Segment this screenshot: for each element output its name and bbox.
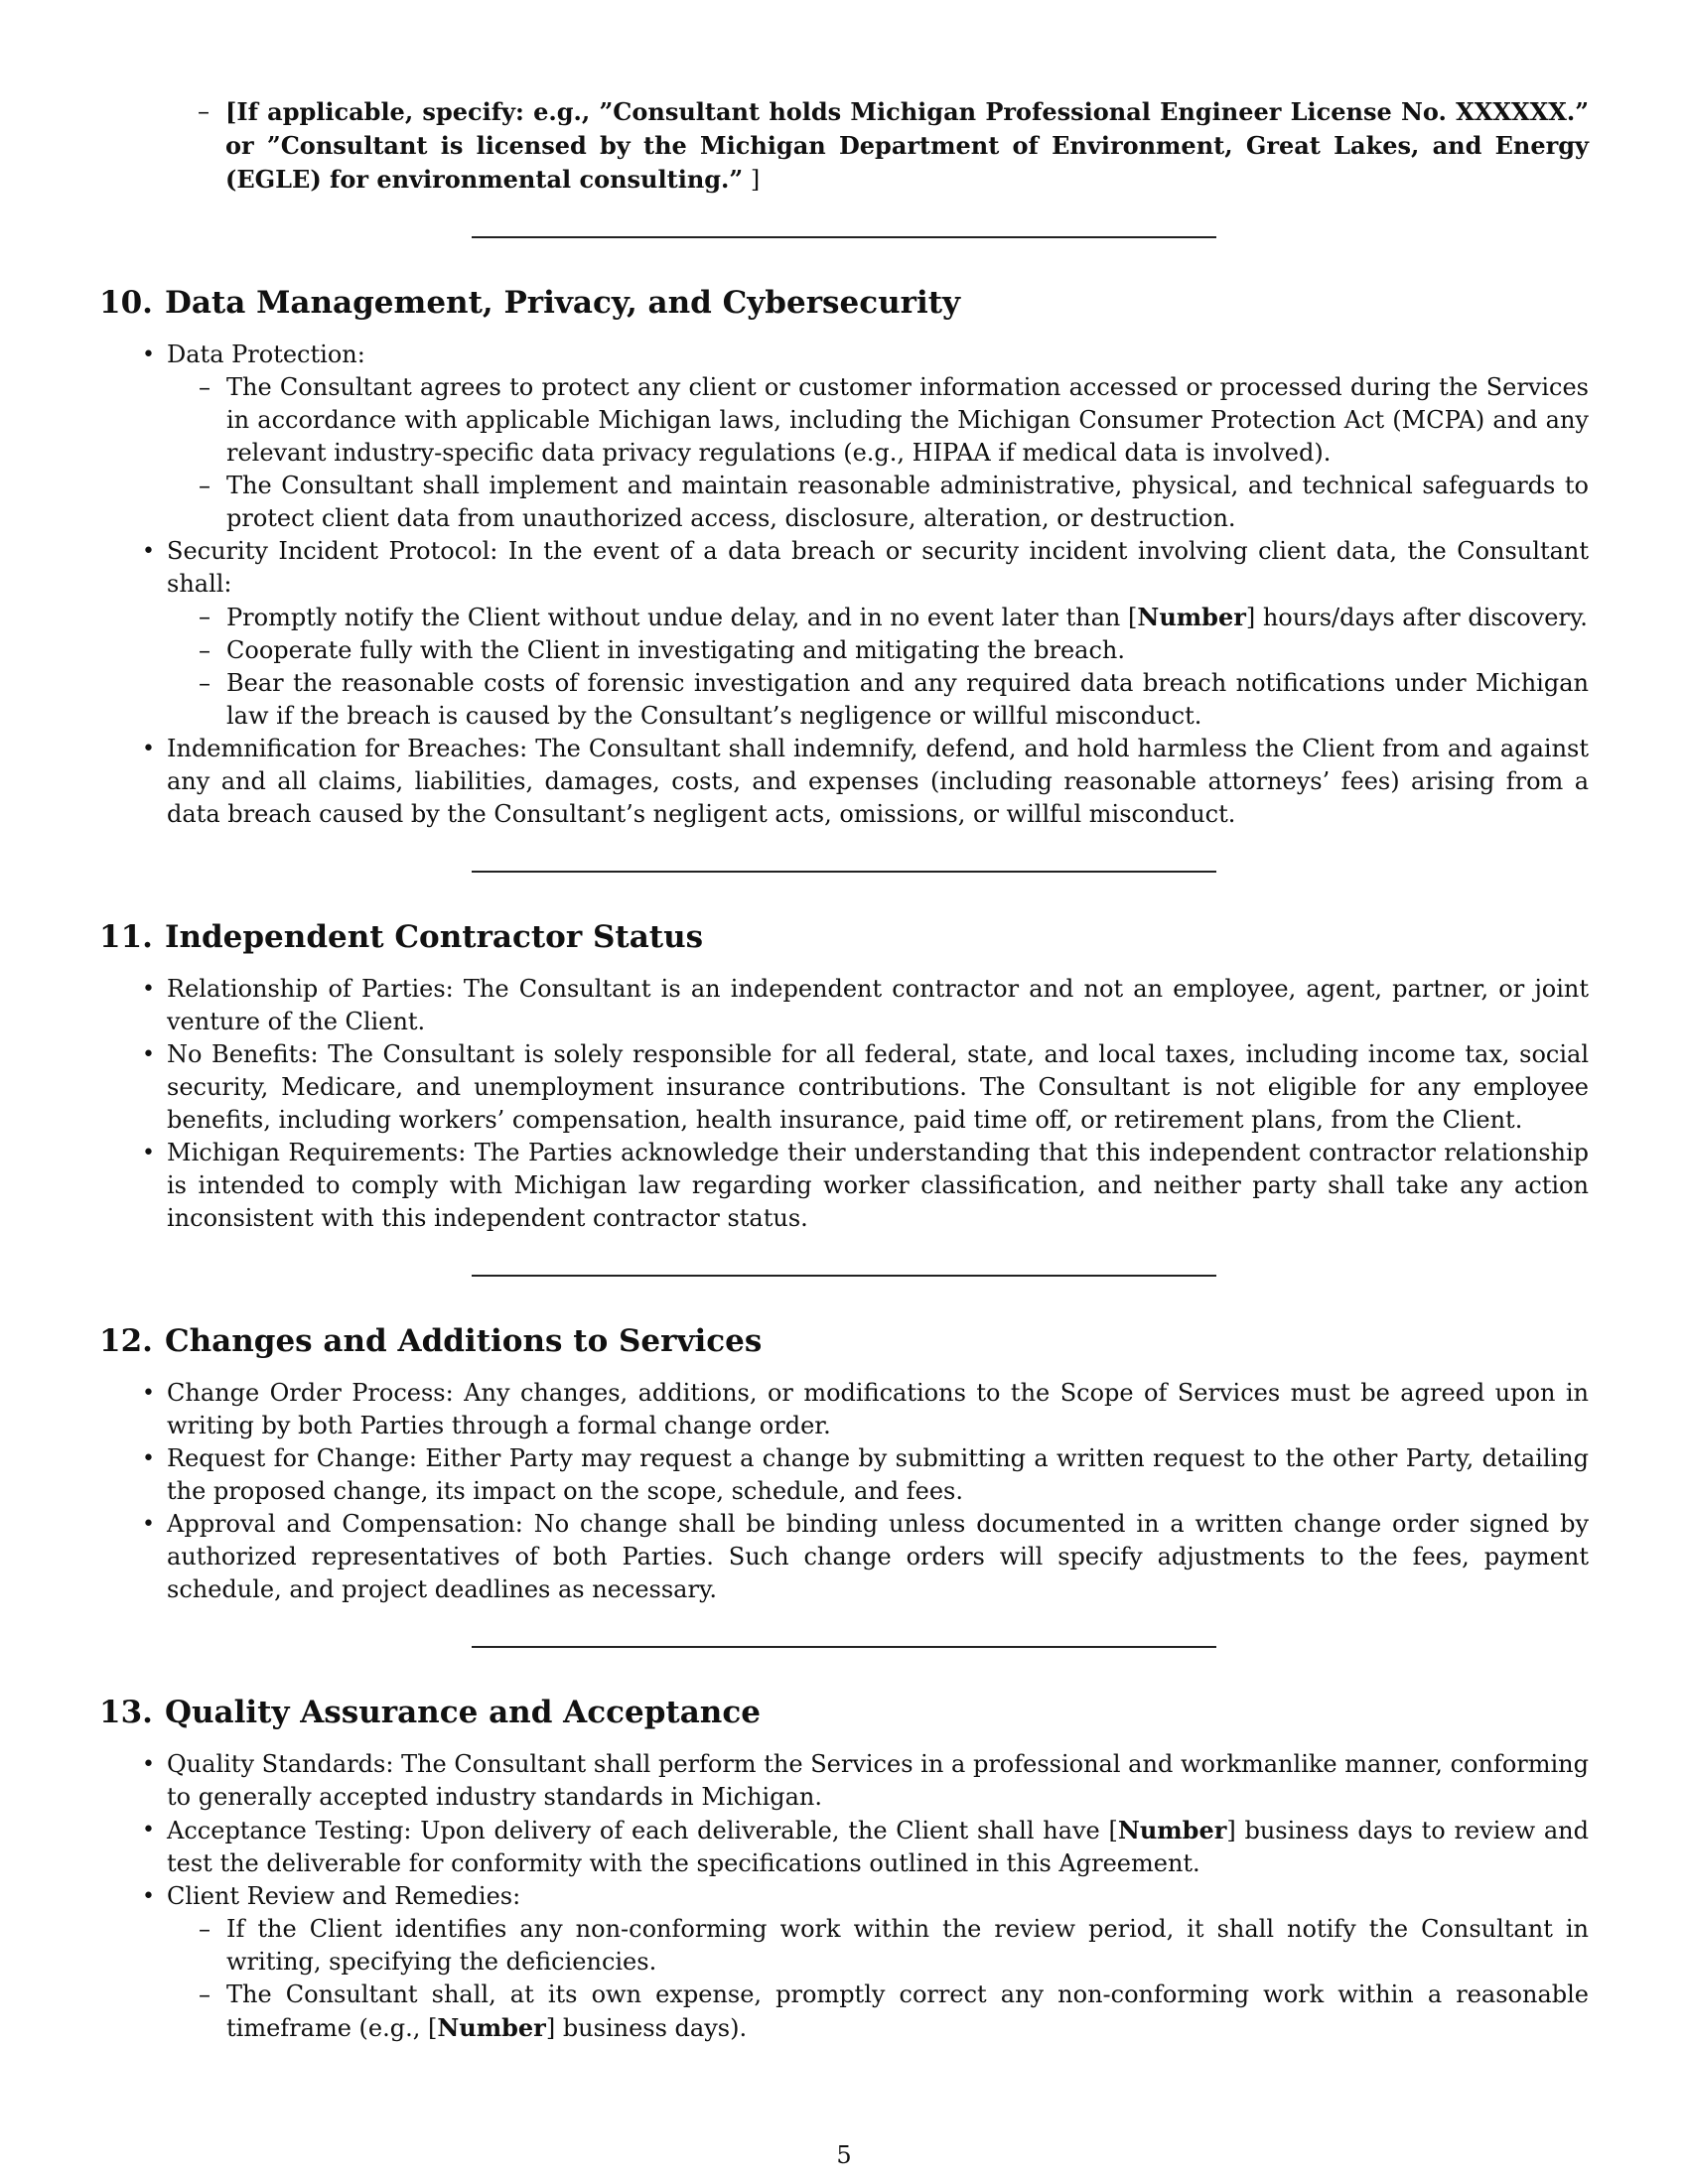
list-item: • Change Order Process: Any changes, additions, or modifications to the Scope of Services must be agreed upon in writing by both Parties through a formal change order. bbox=[167, 1377, 1589, 1442]
list-item: – The Consultant agrees to protect any client or customer information accessed or processed during the Services in accordance with applicable Michigan laws, including the Michigan Consumer Protection Act (MCPA) and any relevant industry-specific data privacy regulations (e.g., HIPAA if medical data is involved). bbox=[226, 371, 1589, 470]
section-12 bbox=[99, 1321, 1589, 1606]
section-divider bbox=[99, 236, 1589, 237]
list-item: • Client Review and Remedies: – If the Client identifies any non-conforming work within the review period, it shall notify the Consultant in writing, specifying the deficiencies. – The Consultant shall, at its own expense, promptly correct any non-conforming work within a reasonable timeframe (e.g., [Number] business days). bbox=[167, 1880, 1589, 2045]
section-13 bbox=[99, 1693, 1589, 2045]
list-item: – The Consultant shall, at its own expense, promptly correct any non-conforming work within a reasonable timeframe (e.g., [Number] business days). bbox=[226, 1979, 1589, 2045]
list-item: • Approval and Compensation: No change shall be binding unless documented in a written change order signed by authorized representatives of both Parties. Such change orders will specify adjustments to the fees, payment schedule, and project deadlines as necessary. bbox=[167, 1508, 1589, 1606]
list-item: – Promptly notify the Client without undue delay, and in no event later than [Number] hours/days after discovery. bbox=[226, 601, 1589, 634]
list-item: • Security Incident Protocol: In the event of a data breach or security incident involving client data, the Consultant shall: – Promptly notify the Client without undue delay, and in no event later than [Number] hours/days after discovery. – Cooperate fully with the Client in investigating and mitigating the breach. – Bear the reasonable costs of forensic investigation and any required data breach notifications under Michigan law if the breach is caused by the Consultant’s negligence or willful misconduct. bbox=[167, 535, 1589, 733]
section-heading: 11. Independent Contractor Status bbox=[99, 919, 704, 955]
license-placeholder-text: [If applicable, specify: e.g., ”Consultant holds Michigan Professional Engineer License No. XXXXXX.” or ”Consultant is licensed by the Michigan Department of Environment, Great Lakes, and Energy (EGLE) for environmental consulting.” bbox=[225, 97, 1589, 194]
section-11 bbox=[99, 917, 1589, 1235]
list-item: • Relationship of Parties: The Consultant is an independent contractor and not an employee, agent, partner, or joint venture of the Client. bbox=[167, 973, 1589, 1038]
section-divider bbox=[99, 871, 1589, 872]
list-item: – [If applicable, specify: e.g., ”Consultant holds Michigan Professional Engineer License No. XXXXXX.” or ”Consultant is licensed by the Michigan Department of Environment, Great Lakes, and Energy (EGLE) for environmental consulting.” ] bbox=[225, 95, 1589, 197]
section-divider bbox=[99, 1646, 1589, 1647]
list-item: • Data Protection: – The Consultant agrees to protect any client or customer information accessed or processed during the Services in accordance with applicable Michigan laws, including the Michigan Consumer Protection Act (MCPA) and any relevant industry-specific data privacy regulations (e.g., HIPAA if medical data is involved). – The Consultant shall implement and maintain reasonable administrative, physical, and technical safeguards to protect client data from unauthorized access, disclosure, alteration, or destruction. bbox=[167, 339, 1589, 535]
list-item: • Request for Change: Either Party may request a change by submitting a written request to the other Party, detailing the proposed change, its impact on the scope, schedule, and fees. bbox=[167, 1442, 1589, 1508]
intro-list bbox=[99, 95, 1589, 197]
section-10 bbox=[99, 283, 1589, 831]
list-item: – Bear the reasonable costs of forensic investigation and any required data breach notifications under Michigan law if the breach is caused by the Consultant’s negligence or willful misconduct. bbox=[226, 667, 1589, 733]
section-divider bbox=[99, 1275, 1589, 1276]
list-item: – The Consultant shall implement and maintain reasonable administrative, physical, and technical safeguards to protect client data from unauthorized access, disclosure, alteration, or destruction. bbox=[226, 470, 1589, 535]
list-item: • No Benefits: The Consultant is solely responsible for all federal, state, and local taxes, including income tax, social security, Medicare, and unemployment insurance contributions. The Consultant is not eligible for any employee benefits, including workers’ compensation, health insurance, paid time off, or retirement plans, from the Client. bbox=[167, 1038, 1589, 1137]
list-item: • Quality Standards: The Consultant shall perform the Services in a professional and workmanlike manner, conforming to generally accepted industry standards in Michigan. bbox=[167, 1748, 1589, 1814]
list-item: – If the Client identifies any non-conforming work within the review period, it shall notify the Consultant in writing, specifying the deficiencies. bbox=[226, 1913, 1589, 1979]
section-heading: 10. Data Management, Privacy, and Cybersecurity bbox=[99, 285, 961, 321]
section-heading: 12. Changes and Additions to Services bbox=[99, 1323, 763, 1359]
list-item: • Michigan Requirements: The Parties acknowledge their understanding that this independent contractor relationship is intended to comply with Michigan law regarding worker classification, and neither party shall take any action inconsistent with this independent contractor status. bbox=[167, 1137, 1589, 1235]
list-item: – Cooperate fully with the Client in investigating and mitigating the breach. bbox=[226, 634, 1589, 667]
section-heading: 13. Quality Assurance and Acceptance bbox=[99, 1695, 761, 1730]
list-item: • Indemnification for Breaches: The Consultant shall indemnify, defend, and hold harmless the Client from and against any and all claims, liabilities, damages, costs, and expenses (including reasonable attorneys’ fees) arising from a data breach caused by the Consultant’s negligent acts, omissions, or willful misconduct. bbox=[167, 733, 1589, 831]
list-item: • Acceptance Testing: Upon delivery of each deliverable, the Client shall have [Number] business days to review and test the deliverable for conformity with the specifications outlined in this Agreement. bbox=[167, 1814, 1589, 1880]
page-number: 5 bbox=[836, 2141, 852, 2169]
